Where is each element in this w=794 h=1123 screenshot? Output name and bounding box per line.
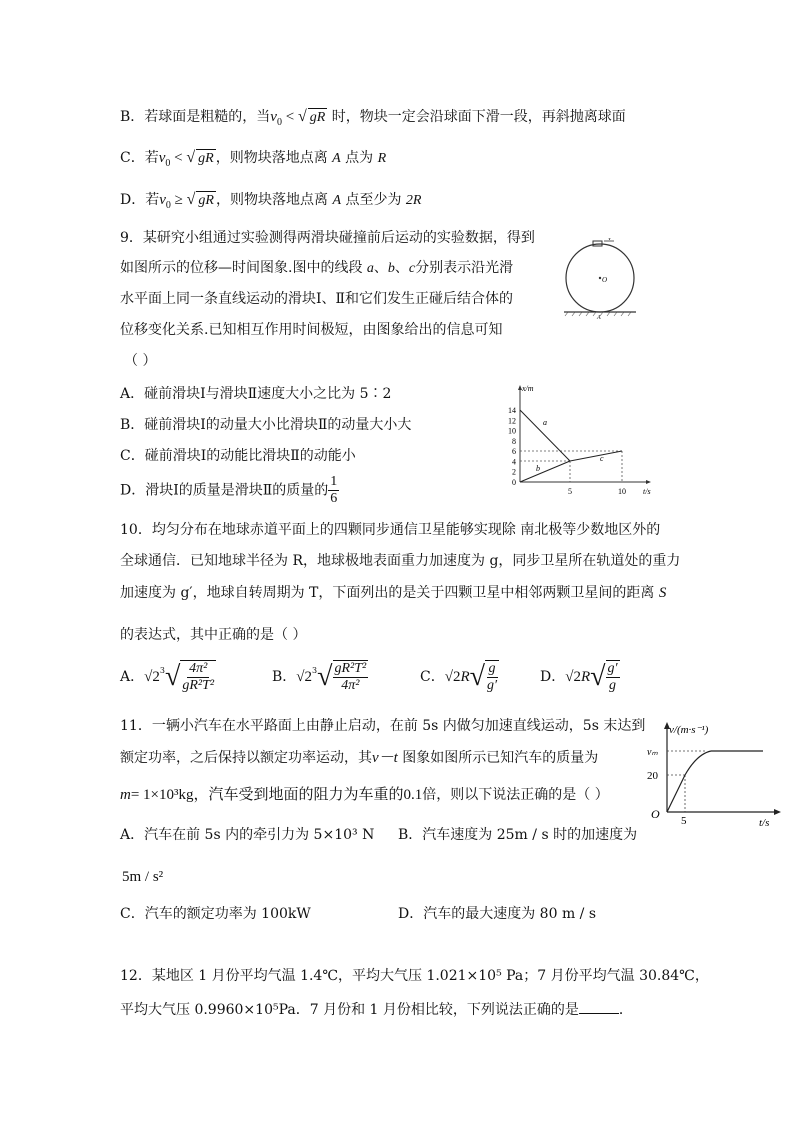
xt-graph: [498, 382, 658, 498]
q8-c-mid: ，则物块落地点离: [215, 150, 333, 166]
q8-option-c: [120, 149, 386, 173]
answer-blank[interactable]: [579, 999, 619, 1014]
y-tick-10: 10: [508, 426, 516, 436]
q10-line-4: 的表达式，其中正确的是（ ）: [120, 627, 307, 643]
radical-sign: √: [317, 661, 333, 692]
point-a: A: [332, 193, 341, 208]
v-label: v: [608, 238, 612, 242]
relation: <: [281, 109, 298, 125]
fraction: [333, 660, 369, 694]
q11-option-a: A．汽车在前 5s 内的牵引力为 5×10³ N: [120, 827, 375, 843]
y-axis-label: v/(m·s⁻¹): [669, 724, 709, 736]
y-tick-0: 0: [512, 478, 516, 487]
q8-d-mid: ，则物块落地点离: [215, 192, 333, 208]
y-tick-14: 14: [508, 406, 516, 415]
q11-line-3-tail: 倍，则以下说法正确的是（ ）: [422, 787, 609, 803]
q8-c-mid2: 点为: [340, 150, 378, 166]
sqrt-sign: √: [186, 149, 196, 166]
q12-line-2-end: ．: [618, 1002, 633, 1018]
q9-option-c: C．碰前滑块Ⅰ的动能比滑块Ⅱ的动能小: [120, 448, 356, 464]
q8-d-value: 2R: [405, 193, 422, 208]
denominator: gR²T²: [182, 678, 215, 693]
q11-option-c: C．汽车的额定功率为 100kW: [120, 906, 311, 922]
q11-option-d: D．汽车的最大速度为 80 m / s: [398, 906, 597, 922]
q9-option-b: B．碰前滑块Ⅰ的动量大小比滑块Ⅱ的动量大小大: [120, 417, 412, 433]
sqrt-two: √2: [144, 669, 160, 685]
x-tick-10: 10: [618, 487, 626, 496]
v-symbol: v: [159, 192, 166, 208]
ratio-value: 0.1: [403, 787, 423, 803]
q9-line-5: （ ）: [124, 353, 157, 369]
q11-option-b-value: 5m / s²: [122, 869, 164, 885]
q8-c-value: R: [377, 151, 387, 166]
v-subscript: 0: [165, 157, 171, 169]
r-symbol: R: [460, 669, 470, 685]
point-a-label: A: [597, 315, 601, 320]
numerator: 1: [330, 474, 338, 489]
option-a-label: A．: [120, 669, 145, 685]
radical-sign: √: [164, 661, 181, 692]
option-c-label: C．: [420, 669, 445, 685]
q9-line-1: 9．某研究小组通过实验测得两滑块碰撞前后运动的实验数据，得到: [120, 230, 535, 246]
q9-option-d-text: D．滑块Ⅰ的质量是滑块Ⅱ的质量的: [120, 482, 329, 499]
q8-option-b: [120, 108, 626, 132]
q11-line-2: [120, 749, 598, 767]
y-tick-20: 20: [647, 770, 658, 782]
y-axis-label: x/m: [522, 384, 534, 393]
r-symbol: R: [580, 669, 591, 685]
numerator: 4π²: [189, 661, 208, 676]
fraction-one-sixth: [328, 474, 339, 507]
y-tick-6: 6: [512, 447, 516, 457]
numerator: g: [488, 661, 496, 676]
q11-line-3: [120, 786, 609, 804]
origin-label: O: [651, 807, 660, 821]
q9-line-3: 水平面上同一条直线运动的滑块Ⅰ、Ⅱ和它们发生正碰后结合体的: [120, 291, 514, 307]
v-subscript: 0: [165, 199, 171, 211]
y-tick-labels: [508, 406, 516, 487]
q9-line-2: [120, 259, 513, 278]
q10-option-a: [120, 660, 216, 700]
x-axis-label: t/s: [759, 817, 770, 828]
radical-sign: √: [590, 661, 606, 692]
cube-index: 3: [312, 666, 318, 675]
q8-d-mid2: 点至少为: [341, 192, 406, 208]
q9-option-a: A．碰前滑块Ⅰ与滑块Ⅱ速度大小之比为 5∶2: [120, 386, 392, 402]
radicand: gR: [198, 193, 214, 208]
cube-index: 3: [159, 666, 165, 675]
sqrt-sign: √: [297, 108, 307, 125]
vm-label: vₘ: [647, 747, 658, 758]
point-a: A: [332, 151, 341, 166]
vt-symbol: v－t: [372, 750, 398, 766]
q9-line-2-text: 如图所示的位移—时间图象.图中的线段: [120, 260, 363, 276]
q9-option-d: [120, 474, 339, 507]
q8-c-prefix: C．若: [120, 150, 159, 166]
x-axis-arrow: [646, 480, 651, 484]
numerator: gR²T²: [334, 661, 367, 676]
q12-line-2: [120, 999, 633, 1019]
y-tick-8: 8: [512, 436, 516, 446]
sqrt-two: √2: [444, 669, 461, 685]
segment-c: c: [408, 261, 416, 276]
x-tick-5: 5: [681, 815, 687, 827]
segment-b-line: [520, 461, 570, 482]
q8-option-d: [120, 191, 421, 215]
m-symbol: m: [120, 787, 131, 803]
x-axis-label: t/s: [643, 487, 651, 496]
q8-b-prefix: B．若球面是粗糙的，当: [120, 109, 271, 125]
q10-line-2: 全球通信．已知地球半径为 R，地球极地表面重力加速度为 g，同步卫星所在轨道处的重力: [120, 553, 681, 569]
label-a: a: [543, 418, 547, 427]
v-symbol: v: [270, 109, 277, 125]
sqrt-sign: √: [186, 191, 196, 208]
center-label: O: [602, 276, 608, 284]
q10-line-1: 10．均匀分布在地球赤道平面上的四颗同步通信卫星能够实现除 南北极等少数地区外的: [120, 522, 661, 538]
q9-line-4: 位移变化关系.已知相互作用时间极短，由图象给出的信息可知: [120, 322, 503, 338]
power-curve: [685, 751, 711, 775]
denominator: 6: [330, 491, 338, 506]
q10-option-b: [272, 660, 368, 700]
dashed-guides: [667, 751, 707, 812]
vt-graph: [645, 720, 790, 828]
q11-line-2-text: 额定功率，之后保持以额定功率运动，其: [120, 750, 372, 766]
relation: <: [170, 150, 187, 166]
radicand: gR: [198, 151, 214, 166]
v-symbol: v: [158, 150, 166, 166]
sphere-center: [599, 277, 601, 279]
q11-option-b: B．汽车速度为 25m / s 时的加速度为: [398, 827, 638, 843]
segment-a: a: [366, 261, 374, 276]
q11-line-2-tail: 图象如图所示已知汽车的质量为: [397, 750, 599, 766]
option-b-label: B．: [272, 669, 297, 685]
denominator: g: [609, 678, 617, 693]
y-tick-12: 12: [508, 416, 516, 426]
y-tick-4: 4: [512, 457, 516, 467]
q10-line-3-text: 加速度为 g′，地球自转周期为 T，下面列出的是关于四颗卫星中相邻两颗卫星间的距离: [120, 585, 655, 601]
relation: ≥: [170, 192, 187, 208]
x-axis-arrow: [774, 809, 781, 815]
q8-d-prefix: D．若: [120, 192, 160, 208]
denominator: 4π²: [341, 678, 360, 693]
x-tick-5: 5: [568, 487, 572, 496]
radical-sign: √: [469, 661, 485, 692]
separator: 、: [394, 260, 409, 276]
segment-b: b: [387, 261, 395, 276]
q10-line-3: [120, 584, 666, 602]
q12-line-1: 12．某地区 1 月份平均气温 1.4℃，平均大气压 1.021×10⁵ Pa；7 月份平均气温 30.84℃，: [120, 968, 709, 984]
q8-b-suffix: 时，物块一定会沿球面下滑一段，再斜抛离球面: [327, 109, 626, 125]
sqrt-two: √2: [565, 669, 581, 685]
separator: 、: [373, 260, 388, 276]
denominator: g′: [487, 678, 498, 693]
sqrt-two: √2: [296, 669, 313, 685]
v-subscript: 0: [276, 116, 282, 128]
radicand: gR: [309, 110, 326, 125]
q11-line-3-text: = 1×10³kg，汽车受到地面的阻力为车重的: [130, 787, 404, 803]
fraction: [485, 660, 499, 694]
segment-c-line: [570, 451, 622, 461]
q9-line-2-tail: 分别表示沿光滑: [415, 260, 514, 276]
label-b: b: [536, 464, 540, 473]
q12-line-2-text: 平均大气压 0.9960×10⁵Pa．7 月份和 1 月份相比较，下列说法正确的是: [120, 1002, 579, 1018]
numerator: g′: [607, 661, 618, 676]
q10-option-d: [540, 660, 620, 700]
y-tick-2: 2: [512, 467, 516, 477]
accel-line: [667, 775, 685, 812]
sphere-figure: [560, 238, 640, 320]
option-d-label: D．: [540, 669, 566, 685]
q10-option-c: [420, 660, 499, 700]
fraction: [180, 660, 216, 694]
label-c: c: [600, 454, 604, 463]
q11-line-1: 11．一辆小汽车在水平路面上由静止启动，在前 5s 内做匀加速直线运动，5s 末达到: [120, 718, 646, 734]
s-symbol: S: [658, 585, 667, 601]
fraction: [606, 660, 620, 694]
